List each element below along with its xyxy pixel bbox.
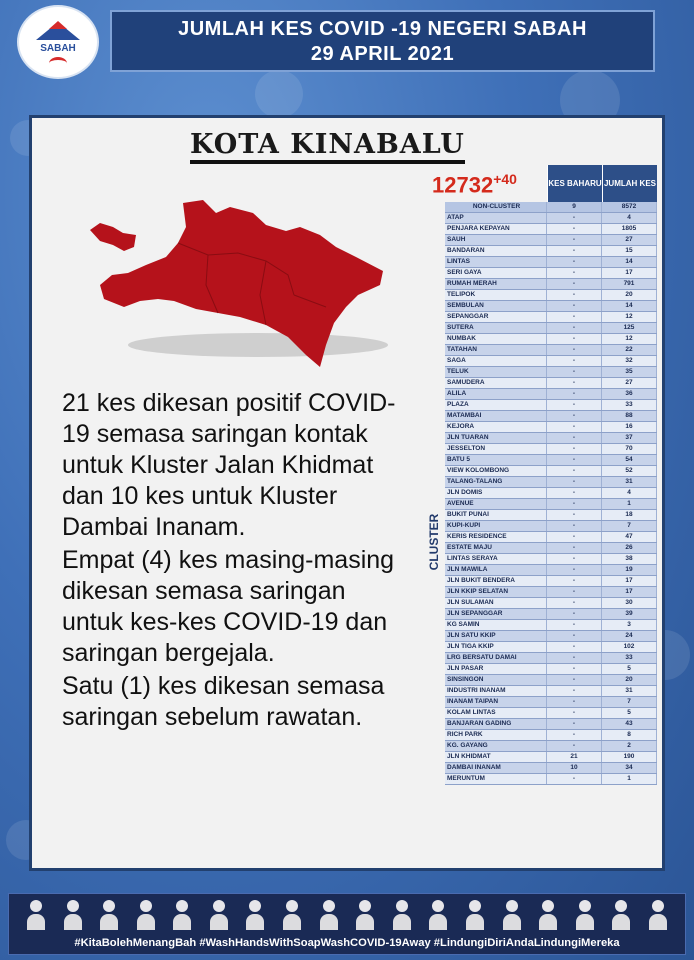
person-body <box>356 914 374 930</box>
cell-name: JLN MAWILA <box>445 565 547 575</box>
mountain-peak-icon <box>49 21 67 29</box>
cell-baharu: - <box>547 565 602 575</box>
cell-jumlah: 19 <box>602 565 657 575</box>
person-head <box>469 900 481 912</box>
table-row <box>445 653 657 664</box>
cell-name: BANDARAN <box>445 246 547 256</box>
cell-name: JLN TIGA KKIP <box>445 642 547 652</box>
cell-baharu: 9 <box>547 202 602 212</box>
cell-baharu: - <box>547 455 602 465</box>
cell-baharu: - <box>547 279 602 289</box>
cell-jumlah: 27 <box>602 378 657 388</box>
person-body <box>393 914 411 930</box>
table-row <box>445 576 657 587</box>
table-row <box>445 246 657 257</box>
cell-name: JLN TUARAN <box>445 433 547 443</box>
table-row <box>445 400 657 411</box>
person-body <box>100 914 118 930</box>
header-title: JUMLAH KES COVID -19 NEGERI SABAH <box>178 18 587 40</box>
table-row <box>445 598 657 609</box>
cell-baharu: - <box>547 334 602 344</box>
cell-baharu: - <box>547 213 602 223</box>
person-icon <box>356 900 374 930</box>
cell-baharu: - <box>547 411 602 421</box>
cell-baharu: - <box>547 345 602 355</box>
cell-name: SINSINGON <box>445 675 547 685</box>
person-head <box>140 900 152 912</box>
cell-name: BANJARAN GADING <box>445 719 547 729</box>
cell-jumlah: 36 <box>602 389 657 399</box>
cell-baharu: - <box>547 400 602 410</box>
cell-baharu: - <box>547 356 602 366</box>
cell-jumlah: 20 <box>602 675 657 685</box>
cell-baharu: - <box>547 543 602 553</box>
cell-baharu: - <box>547 642 602 652</box>
table-row <box>445 257 657 268</box>
person-icon <box>393 900 411 930</box>
person-body <box>246 914 264 930</box>
cell-jumlah: 37 <box>602 433 657 443</box>
person-icon <box>64 900 82 930</box>
cell-jumlah: 190 <box>602 752 657 762</box>
person-head <box>615 900 627 912</box>
cell-baharu: - <box>547 257 602 267</box>
cell-baharu: - <box>547 532 602 542</box>
district-map <box>88 195 388 370</box>
description-paragraph: Satu (1) kes dikesan semasa saringan sebelum rawatan. <box>62 672 385 731</box>
person-head <box>652 900 664 912</box>
cell-jumlah: 31 <box>602 686 657 696</box>
cell-baharu: - <box>547 620 602 630</box>
person-body <box>173 914 191 930</box>
cell-baharu: - <box>547 246 602 256</box>
cell-jumlah: 7 <box>602 521 657 531</box>
table-header <box>445 165 657 202</box>
cell-jumlah: 22 <box>602 345 657 355</box>
table-row <box>445 686 657 697</box>
cell-baharu: - <box>547 466 602 476</box>
table-row <box>445 510 657 521</box>
table-row <box>445 774 657 785</box>
cell-name: INANAM TAIPAN <box>445 697 547 707</box>
table-row <box>445 378 657 389</box>
person-icon <box>210 900 228 930</box>
table-row <box>445 345 657 356</box>
person-icon <box>320 900 338 930</box>
cell-jumlah: 1 <box>602 774 657 784</box>
cell-name: SUTERA <box>445 323 547 333</box>
person-head <box>579 900 591 912</box>
cell-name: INDUSTRI INANAM <box>445 686 547 696</box>
cell-jumlah: 32 <box>602 356 657 366</box>
person-icon <box>27 900 45 930</box>
people-illustration <box>27 900 667 934</box>
cell-jumlah: 38 <box>602 554 657 564</box>
cell-name: SEMBULAN <box>445 301 547 311</box>
cell-baharu: - <box>547 730 602 740</box>
cell-jumlah: 1 <box>602 499 657 509</box>
person-body <box>503 914 521 930</box>
table-row <box>445 532 657 543</box>
person-head <box>542 900 554 912</box>
table-row <box>445 235 657 246</box>
cell-name: LINTAS <box>445 257 547 267</box>
person-icon <box>649 900 667 930</box>
person-body <box>210 914 228 930</box>
col-kes-baharu: KES BAHARU <box>547 165 602 202</box>
cell-name: LRG BERSATU DAMAI <box>445 653 547 663</box>
cell-jumlah: 54 <box>602 455 657 465</box>
cell-jumlah: 791 <box>602 279 657 289</box>
cell-jumlah: 3 <box>602 620 657 630</box>
cell-jumlah: 34 <box>602 763 657 773</box>
cell-jumlah: 17 <box>602 587 657 597</box>
cell-jumlah: 7 <box>602 697 657 707</box>
person-body <box>539 914 557 930</box>
cell-name: JLN BUKIT BENDERA <box>445 576 547 586</box>
person-body <box>466 914 484 930</box>
table-row <box>445 411 657 422</box>
cell-name: SAMUDERA <box>445 378 547 388</box>
table-row <box>445 389 657 400</box>
cell-name: JLN KHIDMAT <box>445 752 547 762</box>
cell-baharu: - <box>547 301 602 311</box>
cell-name: TELIPOK <box>445 290 547 300</box>
table-row <box>445 587 657 598</box>
table-row <box>445 642 657 653</box>
cell-jumlah: 33 <box>602 400 657 410</box>
table-row <box>445 213 657 224</box>
cell-baharu: - <box>547 598 602 608</box>
cell-name: JLN SEPANGGAR <box>445 609 547 619</box>
cell-baharu: - <box>547 719 602 729</box>
cell-baharu: - <box>547 389 602 399</box>
map-island <box>90 223 136 251</box>
header-spacer <box>445 165 547 202</box>
cell-baharu: - <box>547 444 602 454</box>
cell-jumlah: 4 <box>602 488 657 498</box>
cell-name: JLN PASAR <box>445 664 547 674</box>
cell-baharu: - <box>547 697 602 707</box>
cell-name: RICH PARK <box>445 730 547 740</box>
cell-jumlah: 17 <box>602 268 657 278</box>
table-row <box>445 312 657 323</box>
cell-baharu: - <box>547 587 602 597</box>
person-body <box>320 914 338 930</box>
table-row <box>445 290 657 301</box>
person-icon <box>612 900 630 930</box>
person-head <box>249 900 261 912</box>
cell-baharu: - <box>547 312 602 322</box>
person-head <box>103 900 115 912</box>
person-icon <box>173 900 191 930</box>
cell-name: JESSELTON <box>445 444 547 454</box>
cell-baharu: - <box>547 554 602 564</box>
person-icon <box>246 900 264 930</box>
cell-name: AVENUE <box>445 499 547 509</box>
cell-name: ALILA <box>445 389 547 399</box>
cell-jumlah: 8 <box>602 730 657 740</box>
person-head <box>176 900 188 912</box>
person-icon <box>137 900 155 930</box>
new-cases: +40 <box>493 171 517 187</box>
table-row <box>445 675 657 686</box>
table-row <box>445 356 657 367</box>
table-row <box>445 499 657 510</box>
cell-name: DAMBAI INANAM <box>445 763 547 773</box>
logo-name: SABAH <box>40 43 76 54</box>
table-row <box>445 334 657 345</box>
table-row <box>445 763 657 774</box>
cell-baharu: 21 <box>547 752 602 762</box>
table-row <box>445 422 657 433</box>
cell-name: KUPI-KUPI <box>445 521 547 531</box>
person-body <box>576 914 594 930</box>
cell-name: VIEW KOLOMBONG <box>445 466 547 476</box>
cell-baharu: 10 <box>547 763 602 773</box>
cell-baharu: - <box>547 631 602 641</box>
cell-name: KERIS RESIDENCE <box>445 532 547 542</box>
cell-name: NON-CLUSTER <box>445 202 547 212</box>
cell-jumlah: 12 <box>602 312 657 322</box>
cell-name: PENJARA KEPAYAN <box>445 224 547 234</box>
cell-jumlah: 30 <box>602 598 657 608</box>
table-row <box>445 268 657 279</box>
cell-name: TELUK <box>445 367 547 377</box>
table-row <box>445 620 657 631</box>
cell-jumlah: 4 <box>602 213 657 223</box>
table-row <box>445 301 657 312</box>
cell-baharu: - <box>547 741 602 751</box>
table-row <box>445 224 657 235</box>
cell-name: KOLAM LINTAS <box>445 708 547 718</box>
cell-baharu: - <box>547 686 602 696</box>
map-shadow <box>128 333 388 357</box>
cell-jumlah: 5 <box>602 708 657 718</box>
cell-jumlah: 8572 <box>602 202 657 212</box>
cell-baharu: - <box>547 433 602 443</box>
footer-banner <box>8 893 686 955</box>
logo <box>17 5 99 79</box>
cell-baharu: - <box>547 268 602 278</box>
cell-name: MATAMBAI <box>445 411 547 421</box>
cell-baharu: - <box>547 521 602 531</box>
table-row <box>445 554 657 565</box>
wave-icon <box>49 57 67 70</box>
person-icon <box>283 900 301 930</box>
col-jumlah-kes: JUMLAH KES <box>602 165 657 202</box>
cell-jumlah: 26 <box>602 543 657 553</box>
cell-jumlah: 12 <box>602 334 657 344</box>
table-row <box>445 609 657 620</box>
person-head <box>506 900 518 912</box>
cell-name: SEPANGGAR <box>445 312 547 322</box>
district-title: KOTA KINABALU <box>190 130 465 164</box>
cell-jumlah: 18 <box>602 510 657 520</box>
table-row <box>445 708 657 719</box>
person-body <box>27 914 45 930</box>
cell-jumlah: 70 <box>602 444 657 454</box>
cell-name: JLN SATU KKIP <box>445 631 547 641</box>
person-icon <box>539 900 557 930</box>
cell-name: KEJORA <box>445 422 547 432</box>
cell-baharu: - <box>547 664 602 674</box>
table-row <box>445 565 657 576</box>
table-row <box>445 741 657 752</box>
cell-name: JLN DOMIS <box>445 488 547 498</box>
person-icon <box>576 900 594 930</box>
table-row <box>445 719 657 730</box>
cell-baharu: - <box>547 510 602 520</box>
cell-baharu: - <box>547 235 602 245</box>
table-row <box>445 279 657 290</box>
table-row <box>445 444 657 455</box>
cell-jumlah: 2 <box>602 741 657 751</box>
table-row <box>445 367 657 378</box>
person-head <box>67 900 79 912</box>
cell-baharu: - <box>547 488 602 498</box>
cluster-label <box>424 505 444 571</box>
total-cases: 12732 <box>432 172 494 198</box>
cell-baharu: - <box>547 774 602 784</box>
cell-jumlah: 43 <box>602 719 657 729</box>
table-row <box>445 455 657 466</box>
virus-decoration <box>255 70 303 118</box>
table-row <box>445 752 657 763</box>
cell-jumlah: 20 <box>602 290 657 300</box>
cluster-label-text: CLUSTER <box>427 513 441 571</box>
table-row <box>445 664 657 675</box>
cell-name: BATU 5 <box>445 455 547 465</box>
cell-jumlah: 14 <box>602 301 657 311</box>
cell-jumlah: 15 <box>602 246 657 256</box>
person-head <box>30 900 42 912</box>
person-icon <box>100 900 118 930</box>
person-body <box>64 914 82 930</box>
person-body <box>429 914 447 930</box>
cell-jumlah: 16 <box>602 422 657 432</box>
cell-jumlah: 17 <box>602 576 657 586</box>
description-paragraph: Empat (4) kes masing-masing dikesan semasa saringan untuk kes-kes COVID-19 dan saringan bergejala. <box>62 546 395 667</box>
cell-baharu: - <box>547 378 602 388</box>
cell-jumlah: 125 <box>602 323 657 333</box>
cell-name: TALANG-TALANG <box>445 477 547 487</box>
person-icon <box>429 900 447 930</box>
cell-name: NUMBAK <box>445 334 547 344</box>
person-head <box>213 900 225 912</box>
person-body <box>137 914 155 930</box>
table-row <box>445 543 657 554</box>
cell-jumlah: 33 <box>602 653 657 663</box>
person-icon <box>503 900 521 930</box>
table-row <box>445 521 657 532</box>
cell-name: JLN KKIP SELATAN <box>445 587 547 597</box>
header-banner <box>110 10 655 72</box>
cell-name: KG. GAYANG <box>445 741 547 751</box>
cell-name: SAGA <box>445 356 547 366</box>
cell-name: ATAP <box>445 213 547 223</box>
cell-name: MERUNTUM <box>445 774 547 784</box>
cell-jumlah: 35 <box>602 367 657 377</box>
cell-name: SERI GAYA <box>445 268 547 278</box>
table-row <box>445 488 657 499</box>
person-head <box>432 900 444 912</box>
cell-jumlah: 31 <box>602 477 657 487</box>
cell-jumlah: 47 <box>602 532 657 542</box>
person-head <box>323 900 335 912</box>
cell-name: KG SAMIN <box>445 620 547 630</box>
person-body <box>283 914 301 930</box>
cell-baharu: - <box>547 609 602 619</box>
table-row <box>445 477 657 488</box>
cell-name: SAUH <box>445 235 547 245</box>
cell-baharu: - <box>547 653 602 663</box>
cluster-rows <box>445 213 657 785</box>
cell-baharu: - <box>547 675 602 685</box>
header-date: 29 APRIL 2021 <box>310 43 455 65</box>
cell-jumlah: 14 <box>602 257 657 267</box>
cell-baharu: - <box>547 708 602 718</box>
cell-baharu: - <box>547 323 602 333</box>
cell-name: RUMAH MERAH <box>445 279 547 289</box>
table-row <box>445 433 657 444</box>
description-paragraph: 21 kes dikesan positif COVID-19 semasa saringan kontak untuk Kluster Jalan Khidmat dan 10 kes untuk Kluster Dambai Inanam. <box>62 389 396 541</box>
cell-jumlah: 24 <box>602 631 657 641</box>
person-head <box>359 900 371 912</box>
person-head <box>396 900 408 912</box>
cell-name: JLN SULAMAN <box>445 598 547 608</box>
cell-baharu: - <box>547 477 602 487</box>
cluster-table <box>445 165 657 785</box>
cell-jumlah: 52 <box>602 466 657 476</box>
cell-name: LINTAS SERAYA <box>445 554 547 564</box>
cell-jumlah: 5 <box>602 664 657 674</box>
table-row <box>445 730 657 741</box>
description-text <box>62 388 412 735</box>
cell-baharu: - <box>547 422 602 432</box>
table-row <box>445 697 657 708</box>
cell-jumlah: 88 <box>602 411 657 421</box>
cell-jumlah: 102 <box>602 642 657 652</box>
table-row <box>445 631 657 642</box>
cell-baharu: - <box>547 224 602 234</box>
cell-baharu: - <box>547 576 602 586</box>
cell-jumlah: 1805 <box>602 224 657 234</box>
cell-baharu: - <box>547 290 602 300</box>
cell-baharu: - <box>547 367 602 377</box>
cell-jumlah: 27 <box>602 235 657 245</box>
table-row <box>445 466 657 477</box>
table-row <box>445 323 657 334</box>
cell-name: ESTATE MAJU <box>445 543 547 553</box>
footer-hashtags: #KitaBolehMenangBah #WashHandsWithSoapWashCOVID-19Away #LindungiDiriAndaLindungiMereka <box>74 937 620 949</box>
cell-name: TATAHAN <box>445 345 547 355</box>
cell-jumlah: 39 <box>602 609 657 619</box>
person-head <box>286 900 298 912</box>
cell-name: PLAZA <box>445 400 547 410</box>
person-icon <box>466 900 484 930</box>
cell-baharu: - <box>547 499 602 509</box>
person-body <box>612 914 630 930</box>
noncluster-row <box>445 202 657 213</box>
cell-name: BUKIT PUNAI <box>445 510 547 520</box>
person-body <box>649 914 667 930</box>
